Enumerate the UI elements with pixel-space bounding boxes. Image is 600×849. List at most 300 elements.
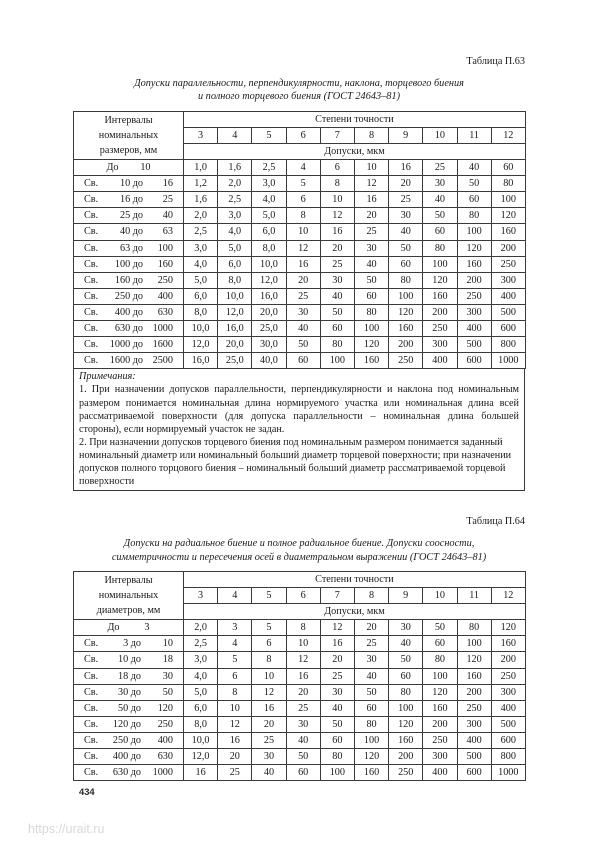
cell-grade-7: 100	[320, 765, 354, 781]
cell-grade-10: 160	[423, 288, 457, 304]
cell-grade-4: 3	[218, 620, 252, 636]
interval-from: 50	[117, 702, 129, 714]
cell-grade-10: 200	[423, 304, 457, 320]
note-2: 2. При назначении допусков торцевого биения под номинальным размером понимается заданный номинальный диаметр или номинальный больший диаметр торцевой поверхности; при назначении допусков полного торцового биения – номинальный больший диаметр рассматриваемой торцевой поверхности	[79, 436, 512, 488]
cell-grade-10: 250	[423, 732, 457, 748]
interval-from: 10	[117, 654, 129, 666]
cell-grade-5: 10,0	[252, 256, 286, 272]
cell-grade-9: 60	[389, 256, 423, 272]
row-interval-label	[74, 176, 184, 192]
cell-grade-7: 80	[320, 749, 354, 765]
cell-grade-7: 40	[320, 700, 354, 716]
cell-grade-4: 6,0	[218, 256, 252, 272]
cell-grade-11: 250	[457, 288, 491, 304]
cell-grade-5: 8	[252, 652, 286, 668]
cell-grade-8: 20	[354, 208, 388, 224]
grade-header-5: 5	[252, 588, 286, 604]
cell-grade-3: 2,5	[184, 224, 218, 240]
cell-grade-3: 4,0	[184, 668, 218, 684]
grade-header-8: 8	[354, 588, 388, 604]
interval-from: 18	[117, 670, 129, 682]
tolerance-table-2	[73, 571, 526, 781]
cell-grade-3: 12,0	[184, 749, 218, 765]
cell-grade-10: 160	[423, 700, 457, 716]
interval-separator: до	[130, 718, 141, 730]
interval-separator: до	[132, 339, 143, 351]
cell-grade-10: 400	[423, 353, 457, 369]
cell-grade-6: 60	[286, 765, 320, 781]
cell-grade-11: 120	[457, 240, 491, 256]
cell-grade-10: 40	[423, 192, 457, 208]
cell-grade-11: 600	[457, 765, 491, 781]
cell-grade-3: 2,0	[184, 620, 218, 636]
row-interval-label	[74, 272, 184, 288]
cell-grade-10: 30	[423, 176, 457, 192]
cell-grade-12: 500	[491, 304, 525, 320]
interval-separator: до	[130, 638, 141, 650]
interval-separator: до	[132, 274, 143, 286]
cell-grade-11: 100	[457, 224, 491, 240]
units-header: Допуски, мкм	[184, 604, 526, 620]
cell-grade-11: 40	[457, 160, 491, 176]
cell-grade-8: 20	[354, 620, 388, 636]
table-row	[74, 288, 526, 304]
cell-grade-9: 200	[389, 749, 423, 765]
table-row	[74, 636, 526, 652]
cell-grade-9: 60	[389, 668, 423, 684]
grade-header-6: 6	[286, 127, 320, 143]
cell-grade-9: 120	[389, 304, 423, 320]
cell-grade-9: 20	[389, 176, 423, 192]
interval-to: 1000	[152, 323, 173, 335]
grade-header-10: 10	[423, 127, 457, 143]
stub-line-2: номинальных	[98, 129, 159, 141]
interval-prefix: Св.	[84, 194, 99, 206]
cell-grade-10: 300	[423, 749, 457, 765]
cell-grade-4: 10,0	[218, 288, 252, 304]
cell-grade-3: 1,6	[184, 192, 218, 208]
row-interval-label	[74, 652, 184, 668]
table-row	[74, 684, 526, 700]
interval-to: 40	[162, 210, 173, 222]
cell-grade-7: 40	[320, 288, 354, 304]
row-interval-label	[74, 716, 184, 732]
row-interval-label	[74, 256, 184, 272]
cell-grade-4: 6	[218, 668, 252, 684]
table1-caption: Таблица П.63	[466, 56, 525, 67]
cell-grade-8: 30	[354, 652, 388, 668]
table-row	[74, 765, 526, 781]
cell-grade-9: 50	[389, 240, 423, 256]
cell-grade-10: 25	[423, 160, 457, 176]
cell-grade-5: 25,0	[252, 321, 286, 337]
table2-title-line1: Допуски на радиальное биение и полное радиальное биение. Допуски соосности,	[123, 538, 475, 550]
cell-grade-12: 800	[491, 749, 525, 765]
grade-header-4: 4	[218, 127, 252, 143]
cell-grade-12: 400	[491, 288, 525, 304]
interval-to: 250	[157, 718, 173, 730]
interval-to: 400	[157, 290, 173, 302]
table-row	[74, 272, 526, 288]
interval-from: 630	[114, 323, 131, 335]
cell-grade-8: 100	[354, 732, 388, 748]
row-interval-label	[74, 620, 184, 636]
cell-grade-9: 50	[389, 652, 423, 668]
cell-grade-7: 16	[320, 224, 354, 240]
cell-grade-5: 6,0	[252, 224, 286, 240]
interval-to: 10	[162, 638, 173, 650]
cell-grade-4: 4,0	[218, 224, 252, 240]
cell-grade-9: 30	[389, 208, 423, 224]
interval-separator: до	[130, 670, 141, 682]
cell-grade-5: 5,0	[252, 208, 286, 224]
cell-grade-8: 160	[354, 765, 388, 781]
grade-header-4: 4	[218, 588, 252, 604]
cell-grade-3: 5,0	[184, 272, 218, 288]
cell-grade-10: 250	[423, 321, 457, 337]
stub-header	[74, 571, 184, 619]
interval-from: 25	[119, 210, 131, 222]
row-interval-label	[74, 240, 184, 256]
cell-grade-3: 2,0	[184, 208, 218, 224]
interval-separator: до	[130, 734, 141, 746]
interval-from: 400	[112, 751, 129, 762]
cell-grade-6: 6	[286, 192, 320, 208]
cell-grade-4: 20,0	[218, 337, 252, 353]
interval-to: 400	[157, 734, 173, 746]
cell-grade-7: 30	[320, 272, 354, 288]
cell-grade-7: 50	[320, 304, 354, 320]
cell-grade-6: 10	[286, 636, 320, 652]
cell-grade-10: 400	[423, 765, 457, 781]
grade-header-11: 11	[457, 588, 491, 604]
interval-separator: до	[132, 258, 143, 270]
cell-grade-11: 400	[457, 732, 491, 748]
cell-grade-8: 50	[354, 272, 388, 288]
cell-grade-9: 250	[389, 765, 423, 781]
cell-grade-7: 20	[320, 652, 354, 668]
cell-grade-5: 30,0	[252, 337, 286, 353]
cell-grade-4: 16,0	[218, 321, 252, 337]
cell-grade-12: 600	[491, 321, 525, 337]
interval-prefix: Св.	[84, 355, 99, 367]
cell-grade-4: 4	[218, 636, 252, 652]
cell-grade-7: 10	[320, 192, 354, 208]
stub-line-2: номинальных	[98, 590, 159, 602]
row-interval-label	[74, 288, 184, 304]
cell-grade-9: 16	[389, 160, 423, 176]
cell-grade-7: 20	[320, 240, 354, 256]
cell-grade-4: 5,0	[218, 240, 252, 256]
cell-grade-9: 40	[389, 224, 423, 240]
cell-grade-12: 120	[491, 620, 525, 636]
cell-grade-8: 60	[354, 288, 388, 304]
units-header: Допуски, мкм	[184, 144, 526, 160]
cell-grade-3: 3,0	[184, 240, 218, 256]
table-header-row-group	[74, 111, 526, 127]
table-row	[74, 732, 526, 748]
cell-grade-11: 200	[457, 272, 491, 288]
cell-grade-10: 300	[423, 337, 457, 353]
cell-grade-7: 30	[320, 684, 354, 700]
row-interval-label	[74, 765, 184, 781]
table-row	[74, 620, 526, 636]
page-content	[73, 0, 525, 781]
row-interval-label	[74, 208, 184, 224]
cell-grade-7: 16	[320, 636, 354, 652]
interval-from: 1600	[109, 355, 131, 367]
row-interval-label	[74, 684, 184, 700]
interval-prefix: Св.	[84, 339, 99, 351]
table2-body	[74, 571, 526, 780]
interval-separator: до	[132, 194, 143, 206]
cell-grade-8: 120	[354, 749, 388, 765]
cell-grade-6: 4	[286, 160, 320, 176]
cell-grade-4: 3,0	[218, 208, 252, 224]
table2-title-line2: симметричности и пересечения осей в диаметральном выражении (ГОСТ 24643–81)	[111, 551, 487, 563]
interval-to: 30	[162, 670, 173, 682]
interval-prefix: Св.	[84, 734, 99, 746]
interval-separator: до	[130, 686, 141, 698]
table-row	[74, 749, 526, 765]
interval-from: 16	[119, 194, 131, 206]
grade-header-6: 6	[286, 588, 320, 604]
cell-grade-6: 10	[286, 224, 320, 240]
cell-grade-12: 160	[491, 224, 525, 240]
cell-grade-11: 80	[457, 620, 491, 636]
interval-from: 400	[114, 306, 131, 318]
cell-grade-11: 160	[457, 256, 491, 272]
cell-grade-6: 25	[286, 700, 320, 716]
cell-grade-10: 120	[423, 684, 457, 700]
table1-body	[74, 111, 526, 369]
interval-separator: до	[130, 702, 141, 714]
row-interval-label	[74, 160, 184, 176]
grade-header-7: 7	[320, 127, 354, 143]
cell-grade-11: 250	[457, 700, 491, 716]
cell-grade-11: 400	[457, 321, 491, 337]
cell-grade-10: 50	[423, 620, 457, 636]
cell-grade-12: 300	[491, 684, 525, 700]
interval-from: 100	[114, 258, 131, 270]
interval-to: 63	[162, 226, 173, 238]
cell-grade-4: 5	[218, 652, 252, 668]
cell-grade-9: 160	[389, 732, 423, 748]
cell-grade-3: 10,0	[184, 321, 218, 337]
grade-header-9: 9	[389, 127, 423, 143]
cell-grade-6: 25	[286, 288, 320, 304]
interval-separator: до	[132, 242, 143, 254]
interval-prefix: Св.	[84, 178, 99, 190]
cell-grade-12: 80	[491, 176, 525, 192]
row-interval-label	[74, 192, 184, 208]
cell-grade-6: 16	[286, 668, 320, 684]
interval-separator: до	[132, 290, 143, 302]
interval-to: 16	[162, 178, 173, 190]
cell-grade-6: 50	[286, 749, 320, 765]
cell-grade-10: 60	[423, 636, 457, 652]
cell-grade-3: 1,0	[184, 160, 218, 176]
cell-grade-11: 120	[457, 652, 491, 668]
cell-grade-8: 50	[354, 684, 388, 700]
cell-grade-10: 100	[423, 668, 457, 684]
grade-header-3: 3	[184, 588, 218, 604]
cell-grade-11: 500	[457, 337, 491, 353]
cell-grade-5: 16,0	[252, 288, 286, 304]
cell-grade-12: 200	[491, 240, 525, 256]
cell-grade-9: 120	[389, 716, 423, 732]
interval-prefix: Св.	[84, 258, 99, 270]
stub-line-3: размеров, мм	[99, 145, 158, 156]
table-row	[74, 160, 526, 176]
interval-prefix: Св.	[84, 274, 99, 286]
cell-grade-8: 80	[354, 716, 388, 732]
cell-grade-9: 160	[389, 321, 423, 337]
interval-separator: до	[132, 210, 143, 222]
interval-prefix: Св.	[84, 226, 99, 238]
cell-grade-5: 12	[252, 684, 286, 700]
cell-grade-8: 30	[354, 240, 388, 256]
interval-to: 100	[157, 242, 173, 254]
grade-header-7: 7	[320, 588, 354, 604]
cell-grade-7: 25	[320, 668, 354, 684]
cell-grade-9: 30	[389, 620, 423, 636]
interval-prefix: До	[106, 162, 119, 174]
cell-grade-7: 60	[320, 732, 354, 748]
stub-line-3: диаметров, мм	[96, 605, 161, 617]
interval-separator: до	[132, 323, 143, 335]
interval-prefix: Св.	[84, 638, 99, 650]
cell-grade-3: 6,0	[184, 288, 218, 304]
cell-grade-5: 12,0	[252, 272, 286, 288]
interval-from: 120	[112, 718, 129, 730]
cell-grade-5: 25	[252, 732, 286, 748]
table1-title-line2: и полного торцевого биения (ГОСТ 24643–81)	[197, 91, 401, 103]
table-row	[74, 353, 526, 369]
cell-grade-11: 50	[457, 176, 491, 192]
cell-grade-8: 25	[354, 224, 388, 240]
grade-header-8: 8	[354, 127, 388, 143]
table-header-row-group	[74, 571, 526, 587]
cell-grade-3: 12,0	[184, 337, 218, 353]
interval-prefix: Св.	[84, 767, 99, 779]
interval-to: 2500	[152, 355, 173, 367]
cell-grade-4: 25	[218, 765, 252, 781]
cell-grade-8: 120	[354, 337, 388, 353]
cell-grade-9: 80	[389, 684, 423, 700]
cell-grade-6: 8	[286, 620, 320, 636]
cell-grade-11: 600	[457, 353, 491, 369]
grade-header-9: 9	[389, 588, 423, 604]
cell-grade-3: 8,0	[184, 716, 218, 732]
cell-grade-3: 10,0	[184, 732, 218, 748]
interval-prefix: Св.	[84, 670, 99, 682]
interval-to: 120	[157, 702, 173, 714]
cell-grade-4: 8	[218, 684, 252, 700]
cell-grade-8: 80	[354, 304, 388, 320]
cell-grade-10: 200	[423, 716, 457, 732]
cell-grade-5: 2,5	[252, 160, 286, 176]
table-row	[74, 240, 526, 256]
cell-grade-9: 100	[389, 700, 423, 716]
cell-grade-3: 16	[184, 765, 218, 781]
cell-grade-4: 25,0	[218, 353, 252, 369]
interval-from: 250	[114, 290, 131, 302]
cell-grade-5: 8,0	[252, 240, 286, 256]
cell-grade-3: 1,2	[184, 176, 218, 192]
interval-prefix: Св.	[84, 242, 99, 254]
cell-grade-8: 40	[354, 668, 388, 684]
interval-to: 630	[157, 306, 173, 318]
cell-grade-12: 250	[491, 256, 525, 272]
cell-grade-4: 1,6	[218, 160, 252, 176]
cell-grade-7: 8	[320, 176, 354, 192]
cell-grade-8: 40	[354, 256, 388, 272]
cell-grade-9: 200	[389, 337, 423, 353]
row-interval-label	[74, 636, 184, 652]
cell-grade-6: 20	[286, 684, 320, 700]
cell-grade-11: 300	[457, 716, 491, 732]
cell-grade-3: 16,0	[184, 353, 218, 369]
grade-header-12: 12	[491, 588, 525, 604]
interval-from: 3	[144, 622, 150, 634]
cell-grade-5: 6	[252, 636, 286, 652]
cell-grade-10: 100	[423, 256, 457, 272]
cell-grade-7: 6	[320, 160, 354, 176]
cell-grade-6: 20	[286, 272, 320, 288]
table-row	[74, 224, 526, 240]
cell-grade-9: 40	[389, 636, 423, 652]
table1-title-line1: Допуски параллельности, перпендикулярности, наклона, торцевого биения	[134, 78, 464, 89]
cell-grade-8: 100	[354, 321, 388, 337]
cell-grade-9: 80	[389, 272, 423, 288]
cell-grade-11: 160	[457, 668, 491, 684]
watermark-url: https://urait.ru	[28, 822, 105, 836]
interval-from: 160	[114, 274, 131, 286]
cell-grade-8: 160	[354, 353, 388, 369]
tolerance-table-1	[73, 111, 526, 370]
cell-grade-5: 30	[252, 749, 286, 765]
interval-prefix: Св.	[84, 654, 99, 666]
interval-separator: до	[130, 767, 141, 779]
table-row	[74, 321, 526, 337]
cell-grade-6: 30	[286, 716, 320, 732]
cell-grade-4: 12	[218, 716, 252, 732]
cell-grade-4: 10	[218, 700, 252, 716]
interval-to: 50	[162, 686, 173, 698]
cell-grade-3: 4,0	[184, 256, 218, 272]
interval-from: 250	[112, 734, 129, 746]
cell-grade-12: 60	[491, 160, 525, 176]
row-interval-label	[74, 732, 184, 748]
cell-grade-11: 300	[457, 304, 491, 320]
cell-grade-8: 60	[354, 700, 388, 716]
cell-grade-5: 40	[252, 765, 286, 781]
interval-prefix: Св.	[84, 751, 99, 762]
grade-header-10: 10	[423, 588, 457, 604]
grade-header-5: 5	[252, 127, 286, 143]
cell-grade-3: 3,0	[184, 652, 218, 668]
interval-to: 630	[157, 751, 173, 762]
interval-from: 30	[117, 686, 129, 698]
cell-grade-10: 60	[423, 224, 457, 240]
cell-grade-10: 80	[423, 240, 457, 256]
interval-separator: до	[130, 751, 141, 762]
cell-grade-12: 250	[491, 668, 525, 684]
cell-grade-12: 600	[491, 732, 525, 748]
row-interval-label	[74, 668, 184, 684]
cell-grade-10: 120	[423, 272, 457, 288]
